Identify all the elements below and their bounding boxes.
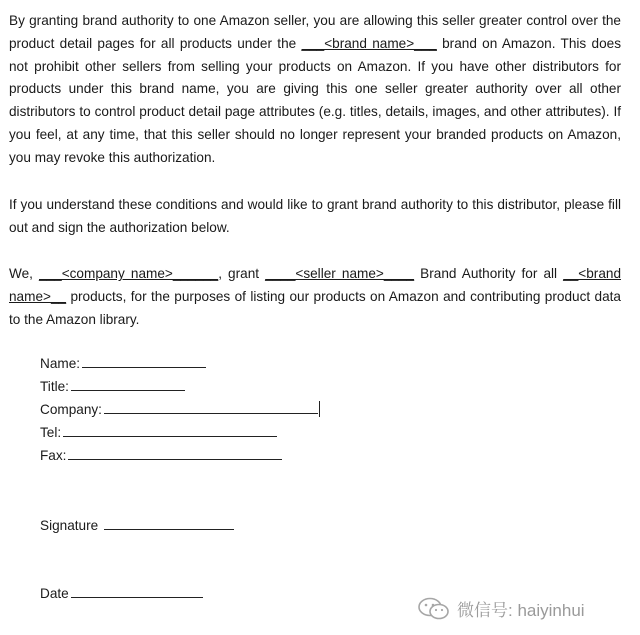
tel-line[interactable]: [63, 435, 277, 437]
brand-name-blank: ___<brand name>___: [301, 35, 437, 51]
date-label: Date: [40, 586, 69, 601]
brand-name-blank-2: __<brand name>__: [9, 266, 621, 304]
tel-field[interactable]: [40, 424, 277, 442]
watermark-text: 微信号: haiyinhui: [457, 601, 585, 620]
signature-line[interactable]: [104, 528, 234, 530]
wechat-icon: [417, 597, 451, 621]
grant-word: , grant: [218, 266, 266, 281]
name-label: Name:: [40, 356, 81, 371]
title-label: Title:: [40, 379, 69, 394]
title-line[interactable]: [71, 389, 185, 391]
conditions-paragraph: If you understand these conditions and would like to grant brand authority to this distributor, please fill out and sign the authorization below.: [9, 197, 621, 235]
grant-end-text: products, for the purposes of listing our products on Amazon and contributing product data to the Amazon library.: [9, 288, 621, 327]
date-field[interactable]: [40, 585, 203, 603]
title-field[interactable]: [40, 378, 185, 396]
signature-label: Signature: [40, 518, 99, 533]
intro-paragraph: [9, 10, 621, 170]
fax-line[interactable]: [68, 458, 282, 460]
name-field[interactable]: [40, 355, 206, 373]
signature-field[interactable]: [40, 517, 234, 535]
fax-label: Fax:: [40, 448, 67, 463]
fax-field[interactable]: [40, 447, 282, 465]
watermark: [417, 596, 585, 621]
grant-middle-text: Brand Authority for all: [414, 266, 564, 281]
intro-text-end: brand on Amazon. This does not prohibit other sellers from selling your products on Amazon. If you have other distributors for products under this brand name, you are giving this one seller greater authority over all other distributors to control product detail page attributes (e.g. titles, details, images, and other attributes). If you feel, at any time, that this seller should no longer represent your branded products on Amazon, you may revoke this authorization.: [9, 35, 621, 165]
company-name-blank: ___<company name>______: [39, 266, 219, 281]
name-line[interactable]: [82, 366, 206, 368]
tel-label: Tel:: [40, 425, 62, 440]
company-label: Company:: [40, 402, 102, 417]
text-cursor: [319, 401, 321, 417]
date-line[interactable]: [71, 596, 203, 598]
company-field[interactable]: [40, 401, 320, 419]
grant-paragraph: [9, 263, 621, 331]
grant-we: We,: [9, 266, 40, 281]
intro-text-start: By granting brand authority to one Amazon seller, you are allowing this seller greater control over the product detail pages for all products under the: [9, 13, 621, 51]
seller-name-blank: ____<seller name>____: [265, 266, 415, 281]
company-line[interactable]: [104, 412, 318, 414]
